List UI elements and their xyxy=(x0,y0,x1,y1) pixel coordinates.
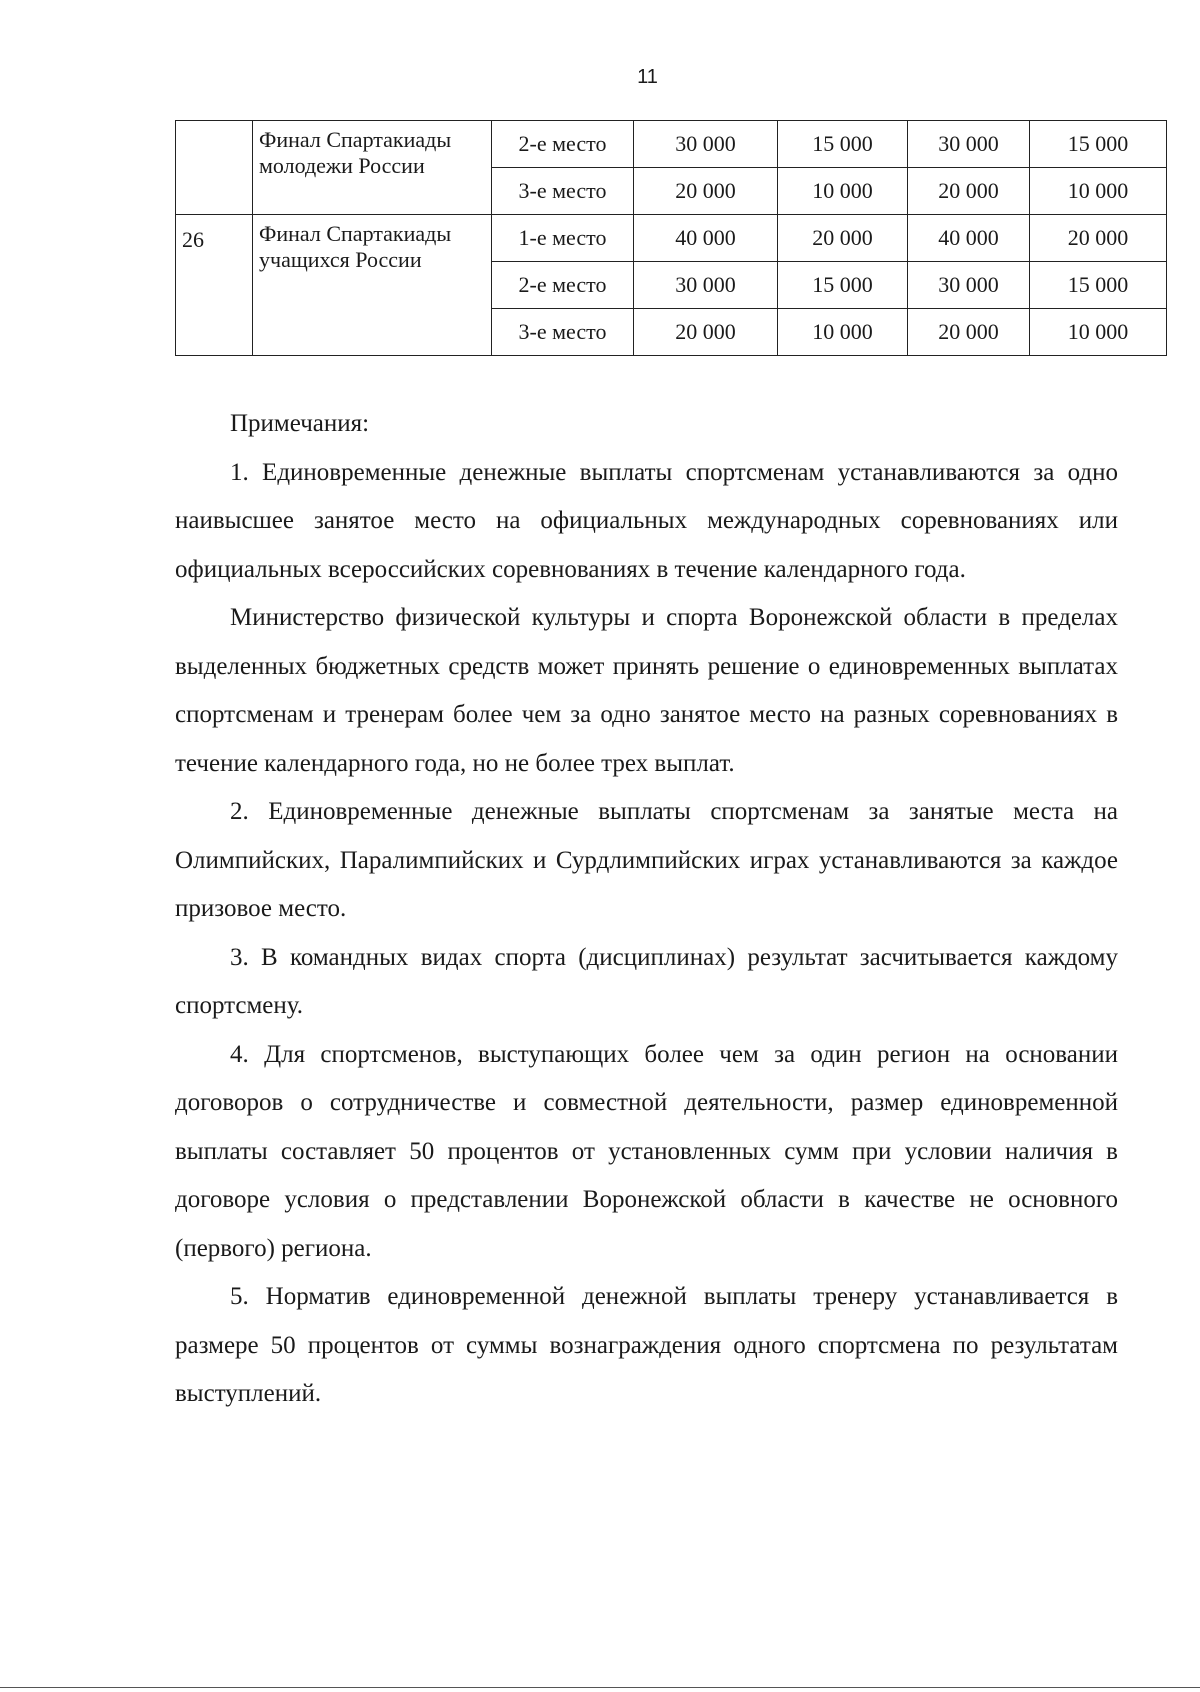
page-number: 11 xyxy=(637,66,658,88)
place-cell: 3-е место xyxy=(492,309,634,356)
note-paragraph: Министерство физической культуры и спорта Воронежской области в пределах выделенных бюджетных средств может принять решение о единовременных выплатах спортсменам и тренерам более чем за одно занятое место на разных соревнованиях в течение календарного года, но не более трех выплат. xyxy=(175,604,1118,777)
note-paragraph: 3. В командных видах спорта (дисциплинах) результат засчитывается каждому спортсмену. xyxy=(175,943,1118,1019)
value-cell: 15 000 xyxy=(778,262,908,309)
note-paragraph: 1. Единовременные денежные выплаты спортсменам устанавливаются за одно наивысшее занятое место на официальных международных соревнованиях или официальных всероссийских соревнованиях в течение календарного года. xyxy=(175,458,1118,583)
value-cell: 10 000 xyxy=(778,309,908,356)
note-paragraph: 2. Единовременные денежные выплаты спортсменам за занятые места на Олимпийских, Паралимпийских и Сурдлимпийских играх устанавливаются за каждое призовое место. xyxy=(175,798,1118,922)
place-cell: 2-е место xyxy=(492,262,634,309)
value-cell: 40 000 xyxy=(908,215,1030,262)
value-cell: 20 000 xyxy=(778,215,908,262)
note-paragraph: 5. Норматив единовременной денежной выплаты тренеру устанавливается в размере 50 процентов от суммы вознаграждения одного спортсмена по результатам выступлений. xyxy=(175,1283,1118,1407)
value-cell: 40 000 xyxy=(634,215,778,262)
notes-section xyxy=(175,400,1118,1419)
value-cell: 30 000 xyxy=(634,121,778,168)
value-cell: 20 000 xyxy=(634,309,778,356)
place-cell: 3-е место xyxy=(492,168,634,215)
competition-name: Финал Спартакиады молодежи России xyxy=(253,121,492,215)
value-cell: 15 000 xyxy=(1030,121,1167,168)
value-cell: 30 000 xyxy=(908,121,1030,168)
value-cell: 15 000 xyxy=(778,121,908,168)
value-cell: 10 000 xyxy=(1030,309,1167,356)
awards-table xyxy=(175,120,1167,356)
value-cell: 10 000 xyxy=(1030,168,1167,215)
competition-name: Финал Спартакиады учащихся России xyxy=(253,215,492,356)
notes-title: Примечания: xyxy=(230,410,370,437)
value-cell: 10 000 xyxy=(778,168,908,215)
note-paragraph: 4. Для спортсменов, выступающих более чем за один регион на основании договоров о сотрудничестве и совместной деятельности, размер единовременной выплаты составляет 50 процентов от установленных сумм при условии наличия в договоре условия о представлении Воронежской области в качестве не основного (первого) региона. xyxy=(175,1040,1118,1262)
value-cell: 30 000 xyxy=(634,262,778,309)
table-row xyxy=(176,215,1167,262)
value-cell: 20 000 xyxy=(908,309,1030,356)
value-cell: 20 000 xyxy=(908,168,1030,215)
page-bottom-border xyxy=(0,1687,1200,1688)
row-number xyxy=(176,121,253,215)
row-number: 26 xyxy=(176,215,253,356)
value-cell: 20 000 xyxy=(1030,215,1167,262)
value-cell: 30 000 xyxy=(908,262,1030,309)
value-cell: 20 000 xyxy=(634,168,778,215)
place-cell: 1-е место xyxy=(492,215,634,262)
place-cell: 2-е место xyxy=(492,121,634,168)
table-row xyxy=(176,121,1167,168)
value-cell: 15 000 xyxy=(1030,262,1167,309)
